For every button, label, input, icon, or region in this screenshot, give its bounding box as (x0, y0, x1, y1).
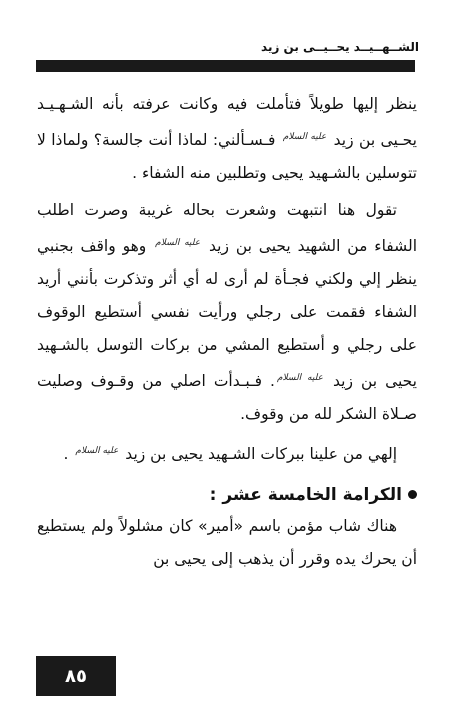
honorific-glyph: عليه السلام (155, 238, 201, 249)
paragraph-2 (37, 194, 417, 431)
honorific-glyph: عليه السلام (75, 446, 119, 457)
bullet-icon (408, 490, 417, 499)
paragraph-2-text: تقول هنا انتبهت وشعرت بحاله غريبة وصرت اطلب الشفاء من الشهيد يحيى بن زيد (37, 201, 418, 256)
header-rule-bar (36, 60, 415, 72)
paragraph-3 (37, 435, 417, 471)
paragraph-3-text-cont: . (63, 445, 74, 464)
paragraph-1 (37, 88, 417, 190)
section-heading: الكرامة الخامسة عشر : (209, 484, 402, 505)
paragraph-4-text: هناك شاب مؤمن باسم «أمير» كان مشلولاً ولم يستطيع أن يحرك يده وقرر أن يذهب إلى يحيى بن (37, 516, 417, 568)
paragraph-1-text: ينظر إليها طويلاً فتأملت فيه وكانت عرفته بأنه الشـهـيـد يحـيى بن زيد (37, 95, 417, 150)
page-number: ٨٥ (36, 656, 116, 696)
paragraph-4 (37, 510, 417, 576)
paragraph-2-text-end: . فـبـدأت اصلي من وقـوف وصليت صـلاة الشكر لله من وقوف. (37, 372, 417, 424)
page-body (37, 88, 417, 576)
honorific-glyph: عليه السلام (282, 132, 327, 142)
honorific-glyph: عليه السلام (276, 373, 324, 384)
paragraph-2-text-cont: وهو واقف بجنبي ينظر إلي ولكني فجـأة لم أرى له أي أثر وتذكرت بأنني أريد الشفاء فقمت على رجلي ورأيت نفسي أستطيع الوقوف على رجلي و أستطيع المشي من بركات التوسل بالشـهيد يحيى بن زيد (37, 237, 417, 391)
paragraph-3-text: إلهي من علينا ببركات الشـهيد يحيى بن زيد (120, 445, 397, 464)
section-heading-row (37, 480, 417, 510)
running-header-title: الشــهــيــد يحــيــى بن زيد (261, 40, 419, 54)
paragraph-1-text-cont: فـسـألني: لماذا أنت جالسة؟ ولماذا لا تتوسلين بالشـهيد يحيى وتطلبين منه الشفاء . (37, 131, 417, 183)
